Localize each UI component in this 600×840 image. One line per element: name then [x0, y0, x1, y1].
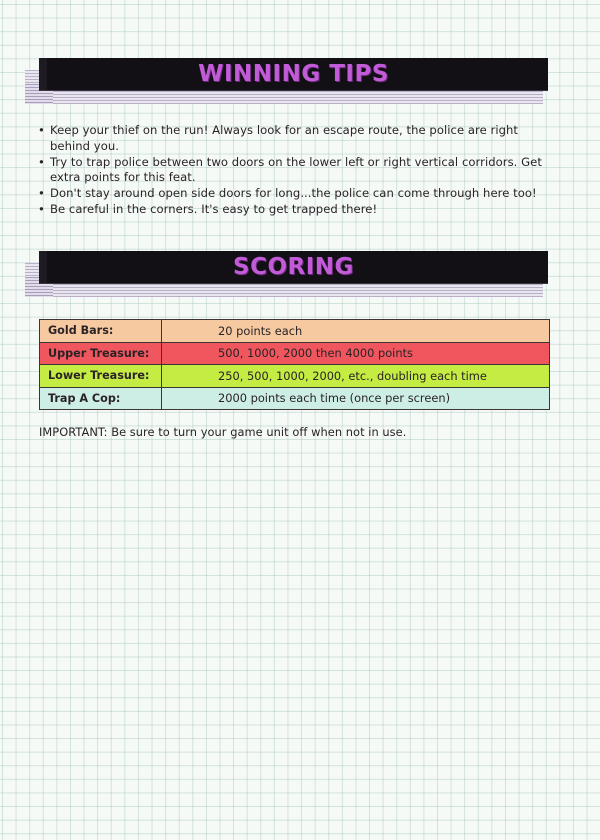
tip-item [37, 155, 549, 187]
score-value: 500, 1000, 2000 then 4000 points [162, 342, 550, 365]
score-label: Upper Treasure: [40, 342, 162, 365]
important-note: IMPORTANT: Be sure to turn your game unit off when not in use. [39, 425, 407, 439]
table-row [40, 387, 550, 410]
tip-item [37, 123, 549, 155]
tip-text: Be careful in the corners. It's easy to get trapped there! [50, 201, 378, 216]
score-value: 20 points each [162, 320, 550, 343]
table-row [40, 342, 550, 365]
tip-text: Try to trap police between two doors on the lower left or right vertical corridors. Get extra points for this feat. [50, 154, 542, 185]
winning-tips-banner [25, 58, 549, 106]
tip-text: Don't stay around open side doors for long...the police can come through here too! [50, 186, 537, 201]
scoring-banner [25, 251, 549, 299]
bullet: • [38, 201, 45, 216]
bullet: • [38, 154, 45, 169]
tip-text: Keep your thief on the run! Always look for an escape route, the police are right behind you. [50, 123, 518, 153]
score-value: 2000 points each time (once per screen) [162, 387, 550, 410]
winning-tips-heading: WINNING TIPS [198, 61, 389, 87]
scoring-table [39, 319, 550, 410]
scoring-heading: SCORING [233, 254, 354, 280]
tip-item [37, 202, 549, 218]
table-row [40, 320, 550, 343]
winning-tips-list [37, 123, 549, 218]
bullet: • [38, 186, 45, 201]
score-value: 250, 500, 1000, 2000, etc., doubling each time [162, 365, 550, 388]
bullet: • [38, 123, 45, 137]
table-row [40, 365, 550, 388]
score-label: Lower Treasure: [40, 365, 162, 388]
tip-item [37, 186, 549, 202]
score-label: Trap A Cop: [40, 387, 162, 410]
score-label: Gold Bars: [40, 320, 162, 343]
